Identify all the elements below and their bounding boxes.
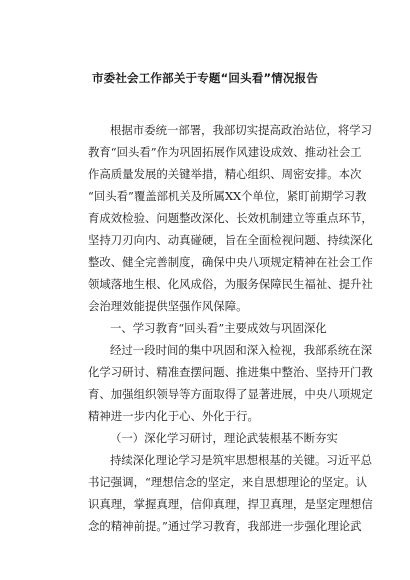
document-title: 市委社会工作部关于专题“回头看”情况报告	[91, 71, 319, 85]
paragraph-line: 念的精神前提。”通过学习教育，我部进一步强化理论武	[88, 519, 362, 533]
paragraph-line: 坚持刀刃向内、动真碰硬，旨在全面检视问题、持续深化	[88, 233, 373, 247]
paragraph-line: 领域落地生根、化风成俗，为服务保障民生福祉、提升社	[88, 277, 373, 291]
subsection-heading: （一）深化学习研讨，理论武装根基不断夯实	[110, 431, 338, 445]
paragraph-line: 书记强调，“理想信念的坚定，来自思想理论的坚定。认	[88, 475, 368, 489]
paragraph-line: 整改、健全完善制度，确保中央八项规定精神在社会工作	[88, 255, 373, 269]
paragraph-line: 作高质量发展的关键举措，精心组织、周密安排。本次	[88, 167, 362, 181]
paragraph-line: 识真理，掌握真理，信仰真理，捍卫真理，是坚定理想信	[88, 497, 373, 511]
paragraph-line: 化学习研讨、精准查摆问题、推进集中整治、坚持开门教	[88, 365, 373, 379]
paragraph-line: 育、加强组织领导等方面取得了显著进展，中央八项规定	[88, 387, 373, 401]
paragraph-line: 精神进一步内化于心、外化于行。	[88, 409, 259, 423]
paragraph-line: “回头看”覆盖部机关及所属XX个单位，紧盯前期学习教	[88, 189, 367, 203]
paragraph-line: 育成效检验、问题整改深化、长效机制建立等重点环节，	[88, 211, 373, 225]
paragraph-line: 经过一段时间的集中巩固和深入检视，我部系统在深	[110, 343, 372, 357]
paragraph-line: 会治理效能提供坚强作风保障。	[88, 299, 248, 313]
paragraph-line: 持续深化理论学习是筑牢思想根基的关键。习近平总	[110, 453, 372, 467]
section-heading: 一、学习教育“回头看”主要成效与巩固深化	[110, 321, 327, 335]
paragraph-line: 根据市委统一部署，我部切实提高政治站位，将学习	[110, 123, 372, 137]
paragraph-line: 教育“回头看”作为巩固拓展作风建设成效、推动社会工	[88, 145, 362, 159]
